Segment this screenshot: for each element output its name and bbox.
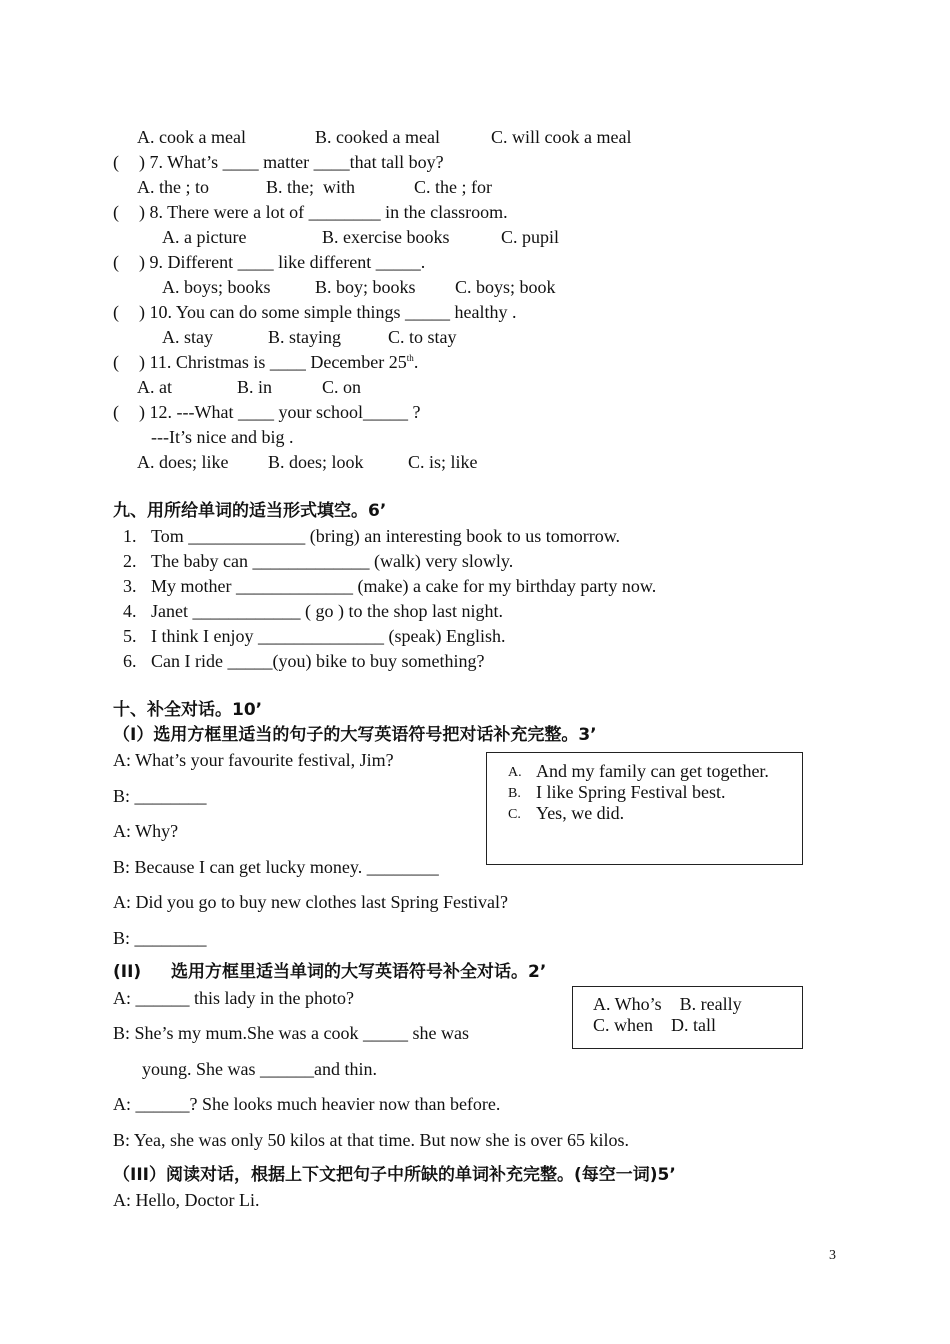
- q10-stem: ) 10. You can do some simple things _____ healthy .: [139, 302, 517, 322]
- dialogue-line: B: ________: [113, 786, 207, 806]
- box-option-text: I like Spring Festival best.: [536, 782, 726, 802]
- q7-paren: (: [113, 152, 119, 172]
- box-option-letter: A.: [508, 765, 522, 780]
- dialogue-line: A: ______ this lady in the photo?: [113, 988, 354, 1008]
- dialogue-line: B: ________: [113, 928, 207, 948]
- q6-option-b: B. cooked a meal: [315, 127, 440, 147]
- q7-option-a: A. the ; to: [137, 177, 209, 197]
- q11-stem-text: ) 11. Christmas is ____ December 25: [139, 352, 407, 372]
- box-option-text: Yes, we did.: [536, 803, 625, 823]
- q9-paren: (: [113, 252, 119, 272]
- q8-paren: (: [113, 202, 119, 222]
- dialogue-line: B: Because I can get lucky money. ________: [113, 857, 439, 877]
- dialogue-line: B: Yea, she was only 50 kilos at that time. But now she is over 65 kilos.: [113, 1130, 629, 1150]
- page-number: 3: [829, 1248, 836, 1263]
- s9-item-text: Tom _____________ (bring) an interesting book to us tomorrow.: [151, 526, 621, 546]
- q11-option-b: B. in: [237, 377, 273, 397]
- q9-option-b: B. boy; books: [315, 277, 416, 297]
- q12-option-c: C. is; like: [408, 452, 478, 472]
- s9-item-num: 1.: [123, 526, 137, 546]
- q11-stem: [139, 351, 418, 373]
- q11-option-a: A. at: [137, 377, 172, 397]
- box-option-row: C. when D. tall: [593, 1015, 716, 1035]
- q11-paren: (: [113, 352, 119, 372]
- s9-item-text: Janet ____________ ( go ) to the shop last night.: [151, 601, 503, 621]
- q8-stem: ) 8. There were a lot of ________ in the classroom.: [139, 202, 508, 222]
- dialogue-line: young. She was ______and thin.: [142, 1059, 377, 1079]
- s9-item-text: My mother _____________ (make) a cake for my birthday party now.: [151, 576, 657, 596]
- q7-option-b: B. the; with: [266, 177, 355, 197]
- section10-title: 十、补全对话。10’: [113, 700, 263, 720]
- q12-reply: ---It’s nice and big .: [151, 427, 294, 447]
- q10-option-a: A. stay: [162, 327, 213, 347]
- s9-item-num: 4.: [123, 601, 137, 621]
- part1-title: （I）选用方框里适当的句子的大写英语符号把对话补充完整。3’: [113, 725, 597, 745]
- s9-item-num: 6.: [123, 651, 137, 671]
- dialogue-line: A: Did you go to buy new clothes last Spring Festival?: [113, 892, 508, 912]
- q12-paren: (: [113, 402, 119, 422]
- q11-stem-end: .: [413, 352, 419, 372]
- s9-item-text: I think I enjoy ______________ (speak) English.: [151, 626, 506, 646]
- q7-option-c: C. the ; for: [414, 177, 492, 197]
- s9-item-num: 3.: [123, 576, 137, 596]
- q12-stem: ) 12. ---What ____ your school_____ ?: [139, 402, 421, 422]
- section9-title: 九、用所给单词的适当形式填空。6’: [113, 501, 387, 521]
- q12-option-a: A. does; like: [137, 452, 229, 472]
- q8-option-b: B. exercise books: [322, 227, 450, 247]
- dialogue-line: A: Why?: [113, 821, 179, 841]
- q11-superscript: th: [406, 353, 414, 363]
- box-option-letter: B.: [508, 786, 521, 801]
- dialogue-line: A: What’s your favourite festival, Jim?: [113, 750, 394, 770]
- s9-item-num: 2.: [123, 551, 137, 571]
- q8-option-a: A. a picture: [162, 227, 247, 247]
- box-option-text: And my family can get together.: [536, 761, 769, 781]
- q6-option-c: C. will cook a meal: [491, 127, 632, 147]
- s9-item-num: 5.: [123, 626, 137, 646]
- box-option-letter: C.: [508, 807, 521, 822]
- s9-item-text: The baby can _____________ (walk) very slowly.: [151, 551, 514, 571]
- q8-option-c: C. pupil: [501, 227, 560, 247]
- q10-option-c: C. to stay: [388, 327, 457, 347]
- q10-paren: (: [113, 302, 119, 322]
- box-option-row: A. Who’s B. really: [593, 994, 742, 1014]
- dialogue-line: A: ______? She looks much heavier now than before.: [113, 1094, 501, 1114]
- dialogue-line: B: She’s my mum.She was a cook _____ she was: [113, 1023, 469, 1043]
- q10-option-b: B. staying: [268, 327, 342, 347]
- dialogue-line: A: Hello, Doctor Li.: [113, 1190, 260, 1210]
- q11-option-c: C. on: [322, 377, 362, 397]
- q12-option-b: B. does; look: [268, 452, 364, 472]
- part3-title: （III）阅读对话，根据上下文把句子中所缺的单词补充完整。(每空一词)5’: [113, 1165, 676, 1185]
- q9-option-c: C. boys; book: [455, 277, 556, 297]
- s9-item-text: Can I ride _____(you) bike to buy something?: [151, 651, 485, 671]
- q7-stem: ) 7. What’s ____ matter ____that tall boy?: [139, 152, 444, 172]
- q9-stem: ) 9. Different ____ like different _____.: [139, 252, 426, 272]
- part2-label: (II): [113, 962, 142, 982]
- part2-title: 选用方框里适当单词的大写英语符号补全对话。2’: [171, 962, 547, 982]
- q9-option-a: A. boys; books: [162, 277, 271, 297]
- q6-option-a: A. cook a meal: [137, 127, 246, 147]
